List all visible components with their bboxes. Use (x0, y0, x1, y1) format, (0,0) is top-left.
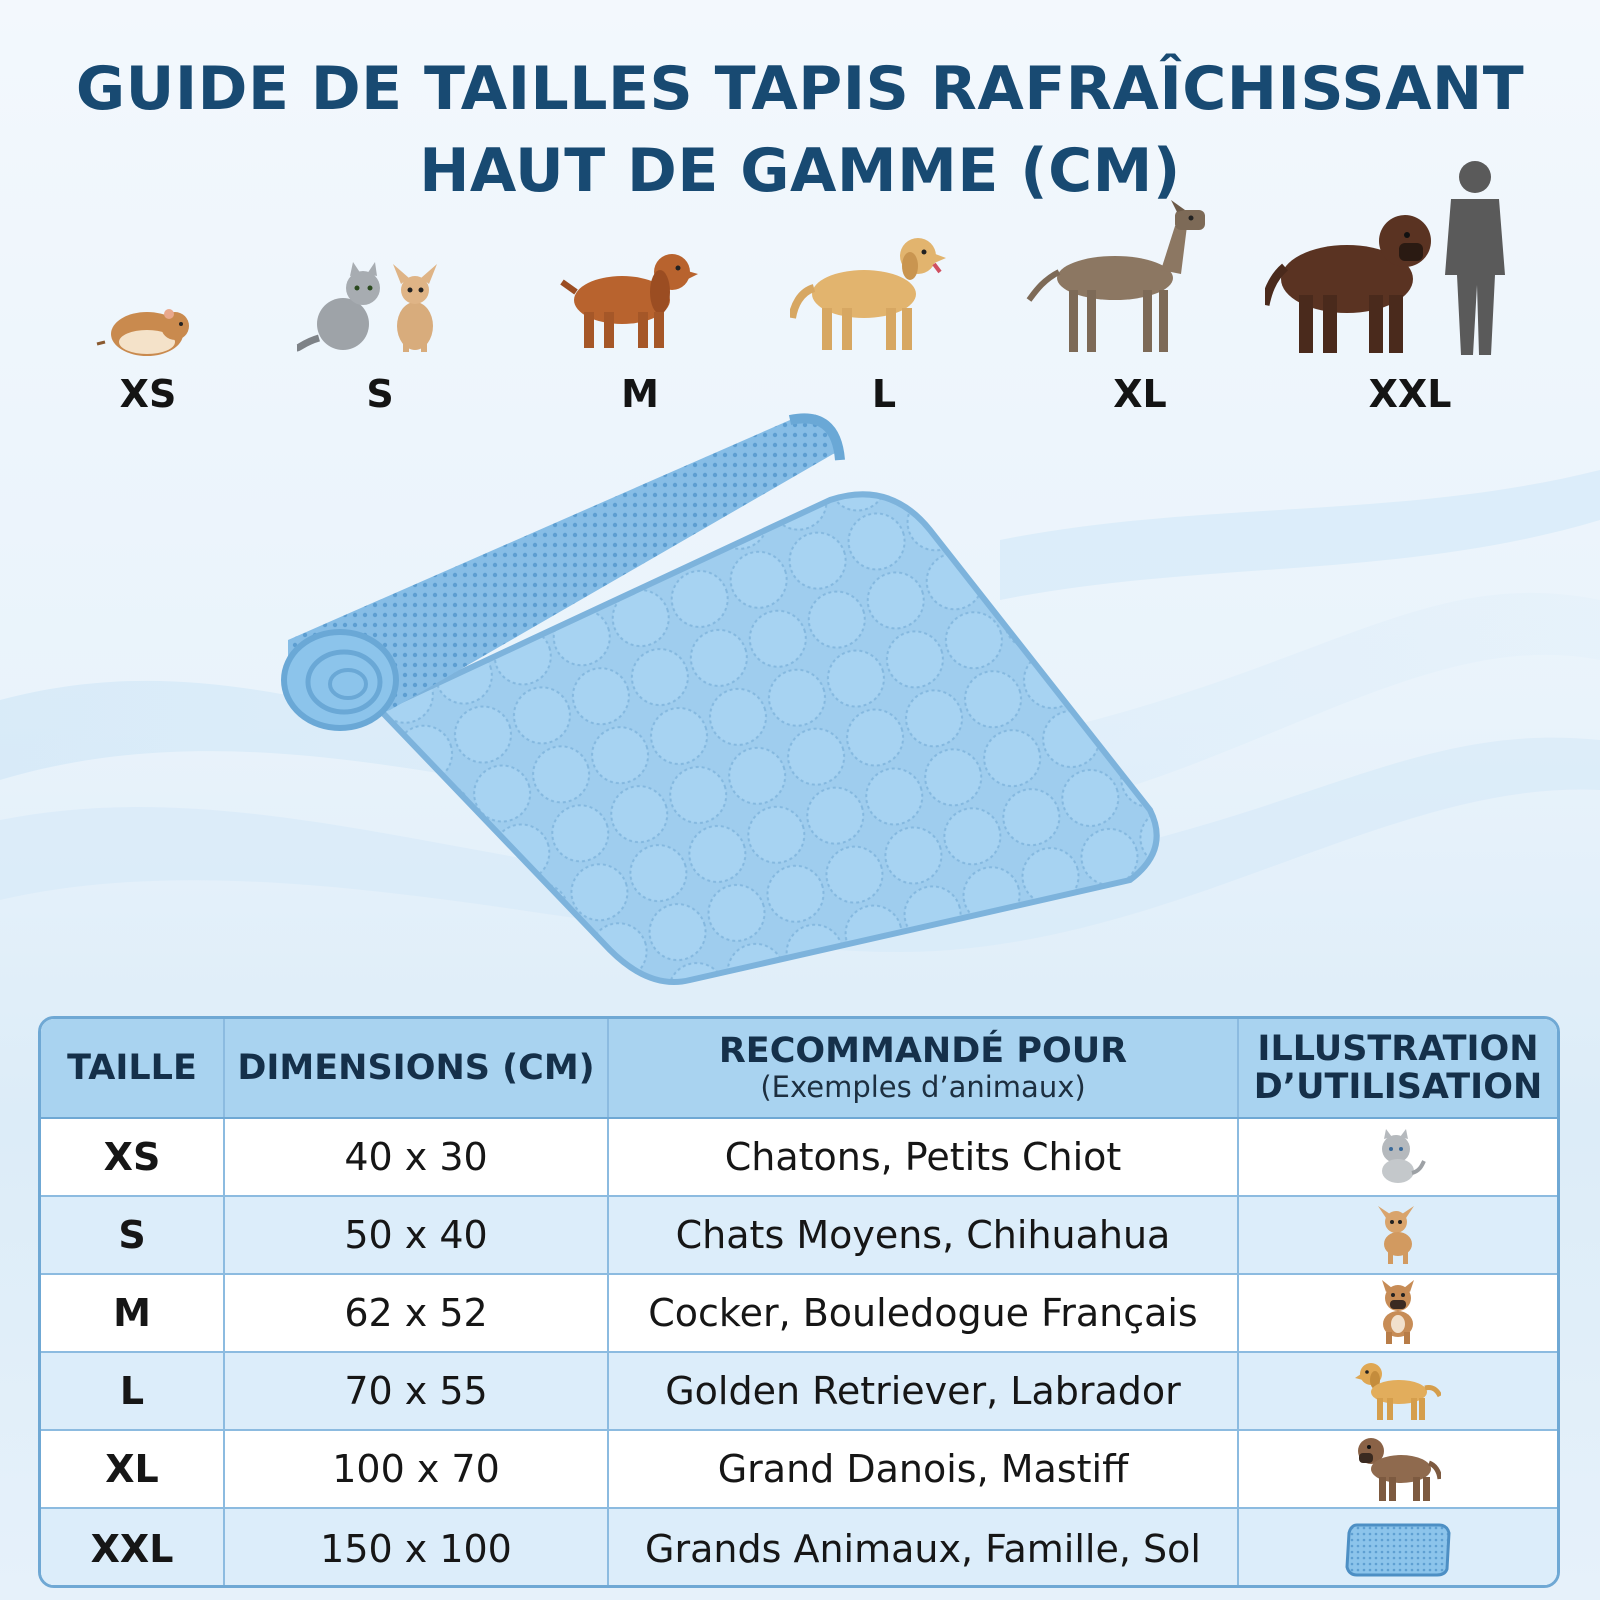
mastiff-and-human-silhouette-icon (1265, 155, 1525, 361)
row-dimensions: 150 x 100 (225, 1509, 609, 1588)
great-dane-icon (1025, 200, 1210, 356)
row-recommended: Golden Retriever, Labrador (609, 1353, 1239, 1429)
row-recommended: Grands Animaux, Famille, Sol (609, 1509, 1239, 1588)
row-illustration (1239, 1353, 1557, 1429)
row-illustration (1239, 1509, 1557, 1588)
kitten-icon (1368, 1127, 1428, 1187)
header-illustration-line-1: ILLUSTRATION (1257, 1029, 1539, 1069)
row-recommended: Cocker, Bouledogue Français (609, 1275, 1239, 1351)
row-size: M (41, 1275, 225, 1351)
row-dimensions: 62 x 52 (225, 1275, 609, 1351)
row-recommended: Grand Danois, Mastiff (609, 1431, 1239, 1507)
header-size-label: TAILLE (67, 1048, 197, 1088)
header-dimensions (225, 1019, 609, 1117)
golden-retriever-icon (790, 228, 950, 356)
scale-label-xxl: XXL (1368, 372, 1452, 416)
title-line-1: GUIDE DE TAILLES TAPIS RAFRAÎCHISSANT (75, 54, 1525, 124)
cat-and-chihuahua-icon (295, 258, 445, 354)
french-bulldog-icon (1368, 1280, 1428, 1346)
row-illustration (1239, 1119, 1557, 1195)
header-illustration (1239, 1019, 1557, 1117)
header-illustration-line-2: D’UTILISATION (1253, 1067, 1543, 1107)
hamster-icon (95, 300, 195, 360)
row-size: S (41, 1197, 225, 1273)
scale-label-xs: XS (119, 372, 177, 416)
row-size: XXL (41, 1509, 225, 1588)
chihuahua-icon (1368, 1204, 1428, 1266)
scale-label-s: S (366, 372, 394, 416)
header-size (41, 1019, 225, 1117)
row-illustration (1239, 1197, 1557, 1273)
header-dimensions-label: DIMENSIONS (CM) (237, 1048, 595, 1088)
scale-label-xl: XL (1113, 372, 1167, 416)
cocker-spaniel-icon (560, 242, 710, 354)
header-recommended (609, 1019, 1239, 1117)
table-row (41, 1119, 1557, 1197)
row-dimensions: 40 x 30 (225, 1119, 609, 1195)
mat-icon (1343, 1519, 1453, 1579)
row-recommended: Chatons, Petits Chiot (609, 1119, 1239, 1195)
row-size: L (41, 1353, 225, 1429)
row-dimensions: 100 x 70 (225, 1431, 609, 1507)
golden-retriever-icon (1355, 1360, 1441, 1422)
row-recommended: Chats Moyens, Chihuahua (609, 1197, 1239, 1273)
row-illustration (1239, 1431, 1557, 1507)
row-size: XL (41, 1431, 225, 1507)
row-size: XS (41, 1119, 225, 1195)
table-row (41, 1431, 1557, 1509)
row-dimensions: 70 x 55 (225, 1353, 609, 1429)
title-line-2: HAUT DE GAMME (CM) (419, 136, 1181, 206)
table-row (41, 1275, 1557, 1353)
table-row (41, 1509, 1557, 1588)
scale-label-l: L (871, 372, 897, 416)
mastiff-icon (1355, 1435, 1441, 1503)
rolled-cooling-mat-icon (270, 380, 1190, 1000)
table-header (41, 1019, 1557, 1119)
table-row (41, 1353, 1557, 1431)
header-recommended-label: RECOMMANDÉ POUR (718, 1031, 1128, 1071)
size-table (38, 1016, 1560, 1588)
row-dimensions: 50 x 40 (225, 1197, 609, 1273)
row-illustration (1239, 1275, 1557, 1351)
header-recommended-sub: (Exemples d’animaux) (760, 1070, 1086, 1104)
scale-label-m: M (621, 372, 659, 416)
table-row (41, 1197, 1557, 1275)
